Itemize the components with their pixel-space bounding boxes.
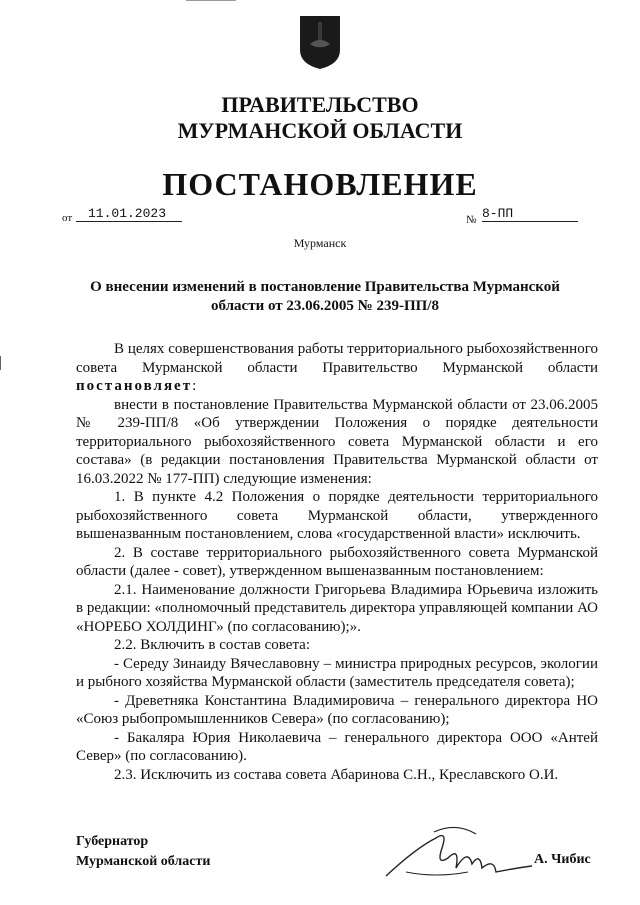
decree-word: постановляет [76, 378, 193, 394]
decree-colon: : [192, 378, 197, 394]
paragraph-member-sereda: - Середу Зинаиду Вячеславовну – министра природных ресурсов, экологии и рыбного хозяйства Мурманской области (заместитель председателя совета); [76, 655, 598, 690]
paragraph-intro [76, 340, 598, 396]
paragraph-amend: внести в постановление Правительства Мурманской области от 23.06.2005 № 239-ПП/8 «Об утверждении Положения о порядке деятельности территориального рыбохозяйственного совета Мурманской области и его состава» (в редакции постановления Правительства Мурманской области от 16.03.2022 № 177-ПП) следующие изменения: [76, 396, 598, 487]
date-prefix: от [62, 212, 73, 224]
document-date: 11.01.2023 [76, 206, 182, 222]
document-number: 8-ПП [482, 206, 578, 222]
intro-text: В целях совершенствования работы территориального рыбохозяйственного совета Мурманской области Правительство Мурманской области [76, 341, 598, 376]
document-body [76, 340, 598, 784]
position-line1: Губернатор [76, 834, 149, 849]
paragraph-item-1: 1. В пункте 4.2 Положения о порядке деятельности территориального рыбохозяйственного совета Мурманской области, утвержденного вышеназванным постановлением, слова «государственной власти» исключить. [76, 489, 598, 542]
paragraph-item-2: 2. В составе территориального рыбохозяйственного совета Мурманской области (далее - совет), утвержденном вышеназванным постановлением: [76, 544, 598, 579]
signature-icon [376, 818, 536, 888]
scan-margin-mark [0, 356, 1, 370]
document-type-title: ПОСТАНОВЛЕНИЕ [162, 166, 478, 202]
subject-line2: области от 23.06.2005 № 239-ПП/8 [211, 298, 439, 314]
signatory-name: А. Чибис [534, 852, 591, 867]
org-name-line1: ПРАВИТЕЛЬСТВО [221, 92, 419, 117]
document-subject [80, 278, 570, 316]
paragraph-item-2-3: 2.3. Исключить из состава совета Абаринова С.Н., Креславского О.И. [114, 766, 559, 783]
subject-line1: О внесении изменений в постановление Правительства Мурманской [90, 279, 560, 295]
org-name-line2: МУРМАНСКОЙ ОБЛАСТИ [177, 118, 463, 143]
number-prefix: № [466, 214, 477, 226]
paragraph-member-drevetnyak: - Древетняка Константина Владимировича – генерального директора НО «Союз рыбопромышленников Севера» (по согласованию); [76, 692, 598, 727]
coat-of-arms-icon [298, 14, 342, 70]
city-name: Мурманск [293, 236, 347, 250]
position-line2: Мурманской области [76, 854, 211, 869]
paragraph-item-2-2: 2.2. Включить в состав совета: [114, 637, 311, 653]
scan-edge-mark [186, 0, 236, 1]
paragraph-member-bakalyar: - Бакаляра Юрия Николаевича – генерального директора ООО «Антей Север» (по согласованию). [76, 729, 598, 764]
paragraph-item-2-1: 2.1. Наименование должности Григорьева Владимира Юрьевича изложить в редакции: «полномочный представитель директора управляющей компании АО «НОРЕБО ХОЛДИНГ» (по согласованию);». [76, 581, 598, 635]
signatory-position [76, 832, 210, 872]
